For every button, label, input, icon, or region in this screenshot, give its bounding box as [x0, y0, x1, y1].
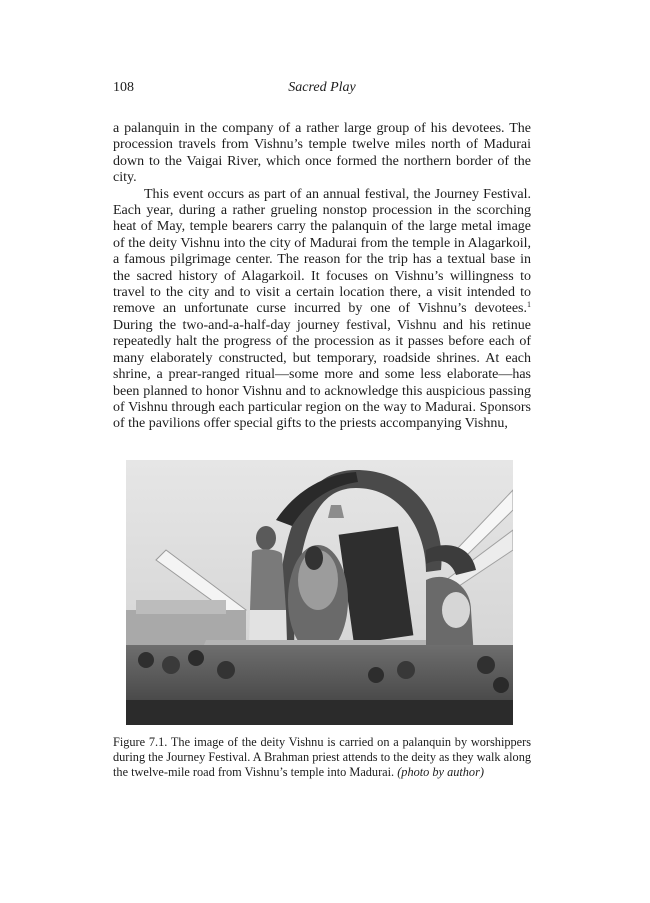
paragraph — [113, 187, 531, 433]
page-number: 108 — [113, 80, 134, 95]
footnote-marker: 1 — [527, 300, 531, 310]
photo-credit: (photo by author) — [397, 765, 484, 780]
paragraph: a palanquin in the company of a rather large group of his devotees. The procession travels from Vishnu’s temple twelve miles north of Madurai down to the Vaigai River, which once formed the northern border of the city. — [113, 121, 531, 186]
paragraph-text: This event occurs as part of an annual festival, the Journey Festival. Each year, during a rather grueling nonstop procession in the scorching heat of May, temple bearers carry the palanquin of the large metal image of the deity Vishnu into the city of Madurai from the temple in Alagarkoil, a famous pilgrimage center. The reason for the trip has a textual base in the sacred history of Alagarkoil. It focuses on Vishnu’s willingness to travel to the city and to visit a certain location there, a visit intended to remove an unfortunate curse incurred by one of Vishnu’s devotees. — [113, 186, 531, 317]
festival-photo — [126, 460, 513, 725]
figure-caption — [113, 735, 531, 781]
caption-text: Figure 7.1. The image of the deity Vishnu is carried on a palanquin by worshippers during the Journey Festival. A Brahman priest attends to the deity as they walk along the twelve-mile road from Vishnu’s temple into Madurai. — [113, 735, 531, 780]
body-text — [113, 121, 531, 433]
running-head — [113, 80, 531, 100]
running-title: Sacred Play — [288, 80, 356, 95]
paragraph-text: During the two-and-a-half-day journey festival, Vishnu and his retinue repeatedly halt the progress of the procession as it passes before each of many elaborately constructed, but temporary, roadside shrines. At each shrine, a prear-ranged ritual—some more and some less elaborate—has been planned to honor Vishnu and to acknowledge this auspicious passing of Vishnu through each particular region on the way to Madurai. Sponsors of the pavilions offer special gifts to the priests accompanying Vishnu, — [113, 317, 531, 432]
